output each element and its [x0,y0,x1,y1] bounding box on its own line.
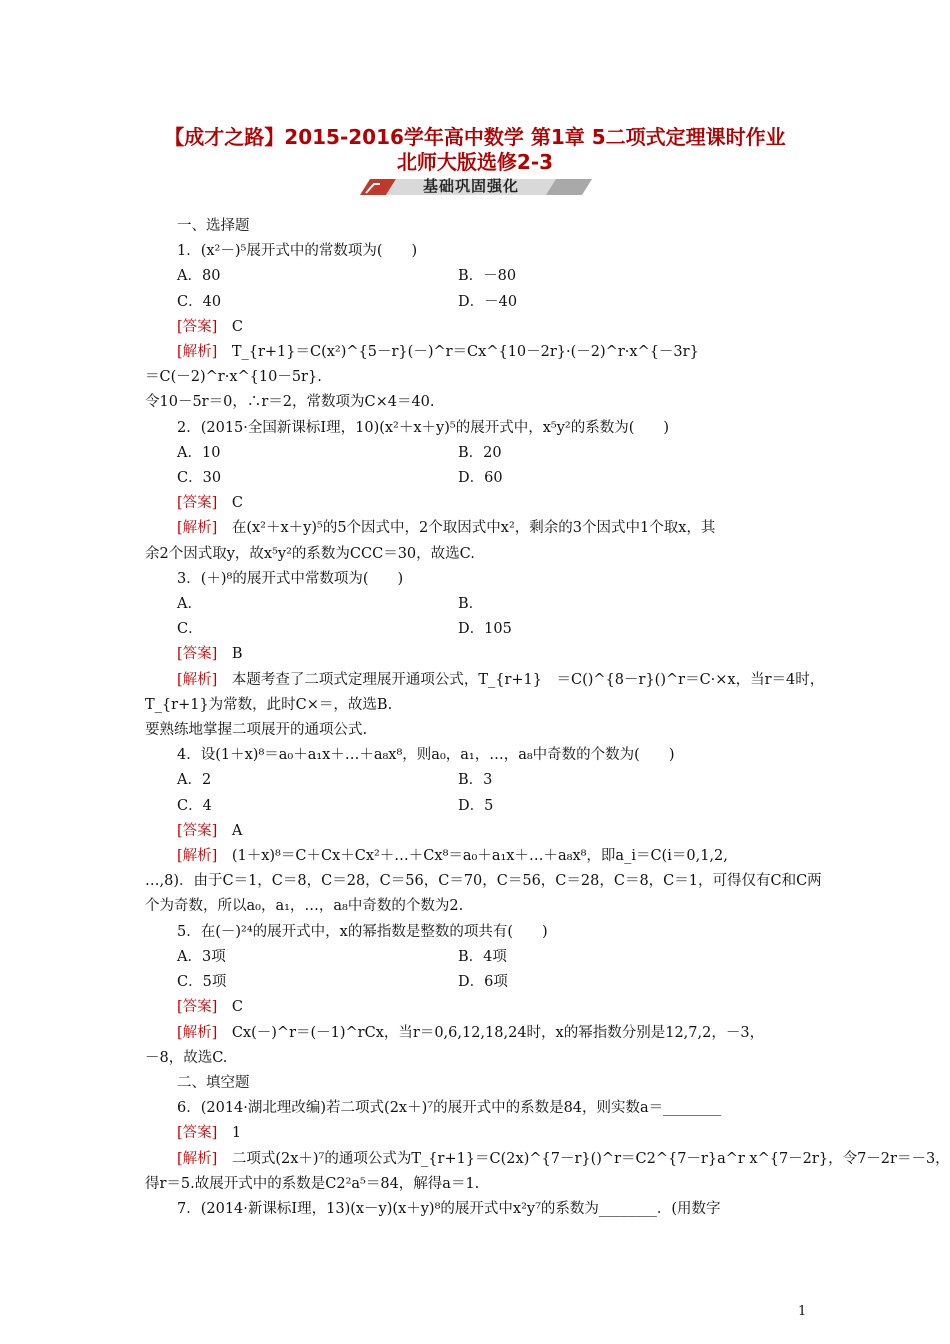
choice-row [145,466,810,491]
analysis-line [145,340,810,365]
choice-option: C．5项 [177,974,227,991]
line-content: Cx(－)^r＝(－1)^rCx，当r＝0,6,12,18,24时，x的幂指数分别是12,7,2，－3， [217,1024,765,1041]
text-line: 4．设(1＋x)⁸＝a₀＋a₁x＋…＋a₈x⁸，则a₀，a₁，…，a₈中奇数的个数为( ) [177,747,675,764]
text-line: －8，故选C. [145,1049,228,1066]
choice-option: D．60 [458,470,503,487]
answer-label: [答案] [177,1125,218,1142]
doc-title-line2: 北师大版选修2-3 [396,150,554,174]
analysis-line [145,1147,950,1172]
analysis-label: [解析] [177,671,218,688]
choice-row [145,592,810,617]
analysis-line [145,668,825,693]
analysis-label: [解析] [177,344,218,361]
choice-option: A．80 [177,268,221,285]
answer-line [145,315,810,340]
answer-line [145,1121,810,1146]
line-content: 本题考查了二项式定理展开通项公式，T_{r+1} ＝C()^{8－r}()^r＝C·×x，当r＝4时， [217,671,825,688]
choice-option: D．6项 [458,974,508,991]
text-line: 5．在(－)²⁴的展开式中，x的幂指数是整数的项共有( ) [177,923,548,940]
text-line: 7．(2014·新课标Ⅰ理，13)(x－y)(x＋y)⁸的展开式中x²y⁷的系数为________．(用数字 [177,1200,721,1217]
text-line: 2．(2015·全国新课标Ⅰ理，10)(x²＋x＋y)⁵的展开式中，x⁵y²的系数为( ) [177,419,670,436]
text-line: ＝C(－2)^r·x^{10－5r}. [145,369,322,386]
analysis-label: [解析] [177,1150,218,1167]
analysis-label: [解析] [177,848,218,865]
text-line: …,8)．由于C＝1，C＝8，C＝28，C＝56，C＝70，C＝56，C＝28，C＝8，C＝1，可得仅有C和C两 [145,873,822,890]
text-line: 个为奇数，所以a₀，a₁，…，a₈中奇数的个数为2. [145,898,464,915]
choice-option: B．4项 [458,948,507,965]
text-line: 要熟练地掌握二项展开的通项公式. [145,722,368,739]
line-content: (1＋x)⁸＝C＋Cx＋Cx²＋…＋Cx⁸＝a₀＋a₁x＋…＋a₈x⁸，即a_i＝C(i＝0,1,2, [217,848,728,865]
choice-option: B．20 [458,444,502,461]
choice-option: C． [177,621,203,638]
choice-option: B．－80 [458,268,517,285]
answer-label: [答案] [177,495,218,512]
line-content: C [217,495,243,512]
answer-label: [答案] [177,318,218,335]
choice-option: A．10 [177,444,221,461]
line-content: B [217,646,243,663]
choice-option: B．3 [458,772,493,789]
choice-option: B． [458,596,484,613]
analysis-label: [解析] [177,1024,218,1041]
text-line: T_{r+1}为常数，此时C×＝，故选B. [145,696,393,713]
choice-row [145,768,810,793]
text-line: 得r＝5.故展开式中的系数是C2²a⁵＝84，解得a＝1. [145,1175,480,1192]
choice-row [145,945,810,970]
choice-row [145,264,810,289]
text-line: 3．(＋)⁸的展开式中常数项为( ) [177,570,404,587]
line-content: C [217,999,243,1016]
choice-row [145,970,810,995]
text-line: 1．(x²－)⁵展开式中的常数项为( ) [177,243,418,260]
choice-row [145,794,810,819]
section-banner: 基础巩固强化 [422,177,519,195]
page-number: 1 [798,1304,807,1319]
answer-line [145,491,810,516]
choice-option: A．3项 [177,948,226,965]
analysis-label: [解析] [177,520,218,537]
choice-option: C．4 [177,797,212,814]
analysis-line [145,844,810,869]
answer-line [145,642,810,667]
answer-label: [答案] [177,999,218,1016]
choice-option: D．－40 [458,293,518,310]
choice-option: C．30 [177,470,222,487]
line-content: 二项式(2x＋)⁷的通项公式为T_{r+1}＝C(2x)^{7－r}()^r＝C2^{7－r}a^r x^{7－2r}，令7－2r＝－3， [217,1150,950,1167]
document-body [145,214,950,1222]
analysis-line [145,1021,810,1046]
line-content: 1 [217,1125,242,1142]
answer-line [145,819,810,844]
line-content: A [217,822,243,839]
answer-label: [答案] [177,822,218,839]
choice-row [145,441,810,466]
choice-option: C．40 [177,293,222,310]
line-content: T_{r+1}＝C(x²)^{5－r}(－)^r＝Cx^{10－2r}·(－2)^r·x^{－3r} [217,344,699,361]
answer-label: [答案] [177,646,218,663]
choice-option: A．2 [177,772,212,789]
text-line: 6．(2014·湖北理改编)若二项式(2x＋)⁷的展开式中的系数是84，则实数a＝________ [177,1100,722,1117]
analysis-line [145,516,810,541]
choice-option: A． [177,596,202,613]
choice-row [145,290,810,315]
text-line: 令10－5r＝0，∴r＝2，常数项为C×4＝40. [145,394,435,411]
text-line: 一、选择题 [177,218,250,234]
doc-title-line1: 【成才之路】2015-2016学年高中数学 第1章 5二项式定理课时作业 [164,125,786,149]
line-content: 在(x²＋x＋y)⁵的5个因式中，2个取因式中x²，剩余的3个因式中1个取x，其 [217,520,716,537]
choice-row [145,617,810,642]
line-content: C [217,318,243,335]
answer-line [145,995,810,1020]
text-line: 余2个因式取y，故x⁵y²的系数为CCC＝30，故选C. [145,545,475,562]
text-line: 二、填空题 [177,1074,250,1091]
choice-option: D．105 [458,621,512,638]
choice-option: D．5 [458,797,494,814]
